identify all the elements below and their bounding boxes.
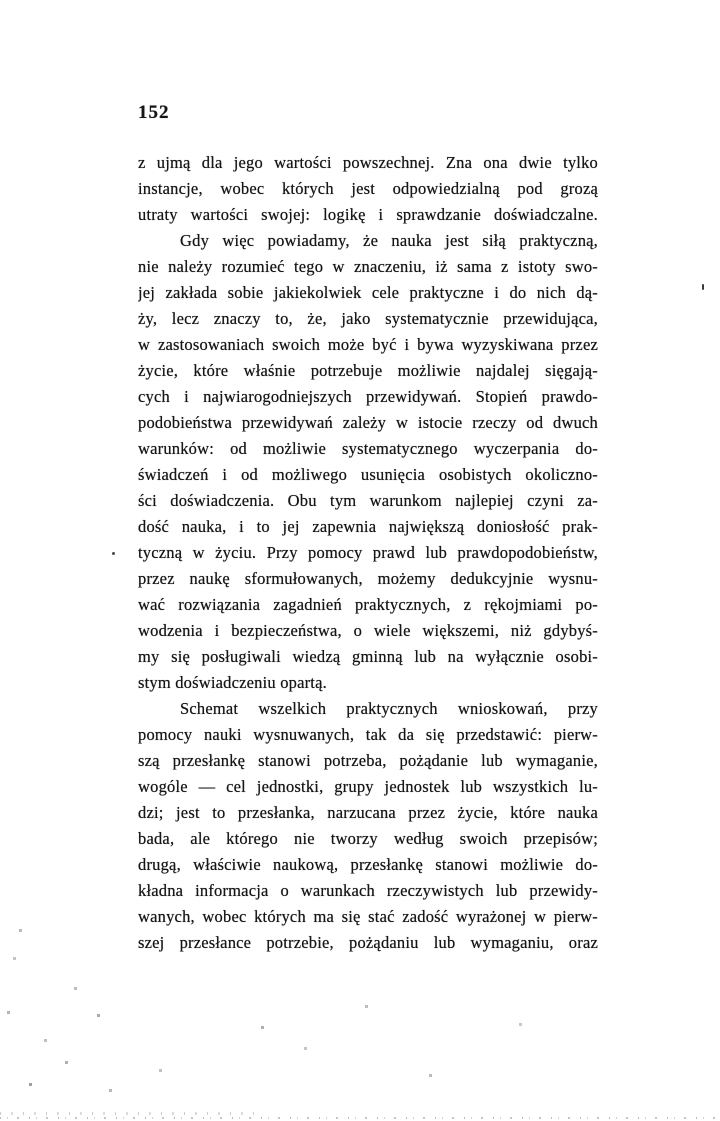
text-line: instancje, wobec których jest odpowiedzialną pod grozą <box>138 179 598 198</box>
text-line: życie, które właśnie potrzebuje możliwie najdalej sięgają- <box>138 361 598 380</box>
scan-speck-left-margin <box>112 552 115 555</box>
text-line: pomocy nauki wysnuwanych, tak da się przedstawić: pierw- <box>138 725 598 744</box>
page-text <box>138 150 598 956</box>
page-number: 152 <box>138 102 170 123</box>
text-line: my się posługiwali wiedzą gminną lub na wyłącznie osobi- <box>138 647 598 666</box>
text-line: wanych, wobec których ma się stać zadość wyrażonej w pierw- <box>138 907 598 926</box>
text-line: przez naukę sformułowanych, możemy dedukcyjnie wysnu- <box>138 569 598 588</box>
text-line: wodzenia i bezpieczeństwa, o wiele większemi, niż gdybyś- <box>138 621 598 640</box>
text-line: ści doświadczenia. Obu tym warunkom najlepiej czyni za- <box>138 491 598 510</box>
text-line: świadczeń i od możliwego usunięcia osobistych okoliczno- <box>138 465 598 484</box>
text-line: wać rozwiązania zagadnień praktycznych, z rękojmiami po- <box>138 595 598 614</box>
text-line: stym doświadczeniu opartą. <box>138 673 327 692</box>
text-line: tyczną w życiu. Przy pomocy prawd lub prawdopodobieństw, <box>138 543 598 562</box>
text-line: Gdy więc powiadamy, że nauka jest siłą praktyczną, <box>180 231 598 250</box>
text-line: jej zakłada sobie jakiekolwiek cele praktyczne i do nich dą- <box>138 283 598 302</box>
text-line: utraty wartości swojej: logikę i sprawdzanie doświadczalne. <box>138 205 598 224</box>
text-line: nie należy rozumieć tego w znaczeniu, iż sama z istoty swo- <box>138 257 598 276</box>
text-line: cych i najwiarogodniejszych przewidywań. Stopień prawdo- <box>138 387 598 406</box>
text-line: w zastosowaniach swoich może być i bywa wyzyskiwana przez <box>138 335 598 354</box>
text-line: dzi; jest to przesłanka, narzucana przez życie, które nauka <box>138 803 598 822</box>
text-line: Schemat wszelkich praktycznych wnioskowań, przy <box>180 699 598 718</box>
text-line: warunków: od możliwie systematycznego wyczerpania do- <box>138 439 598 458</box>
text-line: ży, lecz znaczy to, że, jako systematycznie przewidująca, <box>138 309 598 328</box>
text-line: wogóle — cel jednostki, grupy jednostek lub wszystkich lu- <box>138 777 598 796</box>
text-line: podobieństwa przewidywań zależy w istocie rzeczy od dwuch <box>138 413 598 432</box>
text-line: bada, ale którego nie tworzy według swoich przepisów; <box>138 829 598 848</box>
text-line: kładna informacja o warunkach rzeczywistych lub przewidy- <box>138 881 598 900</box>
text-line: z ujmą dla jego wartości powszechnej. Zna ona dwie tylko <box>138 153 598 172</box>
text-line: dość nauka, i to jej zapewnia największą doniosłość prak- <box>138 517 598 536</box>
text-line: szą przesłankę stanowi potrzeba, pożądanie lub wymaganie, <box>138 751 598 770</box>
text-line: drugą, właściwie naukową, przesłankę stanowi możliwie do- <box>138 855 598 874</box>
scan-noise-specks <box>0 0 1 1</box>
scan-speck-right-margin <box>702 284 704 290</box>
scan-noise-bottom-left <box>0 1112 260 1115</box>
text-line: szej przesłance potrzebie, pożądaniu lub wymaganiu, oraz <box>138 933 598 952</box>
